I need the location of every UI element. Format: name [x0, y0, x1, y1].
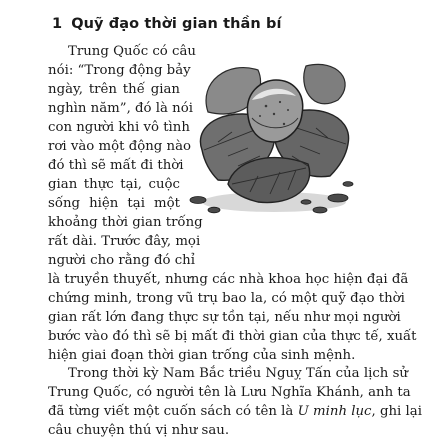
para1-line-8: gian thực tại, cuộc — [48, 177, 180, 192]
para1-line-17: hiện giai đoạn thời gian trống của sinh mệnh. — [48, 348, 356, 363]
para1-line-1: Trung Quốc có câu — [68, 44, 196, 59]
para1-line-2: nói: “Trong động bảy — [48, 63, 191, 78]
leaf-back-right — [304, 64, 345, 103]
section-number: 1 — [52, 16, 63, 32]
para1-line-10: khoảng thời gian trống — [48, 215, 203, 230]
para1-line-3: ngày, trên thế gian — [48, 82, 180, 97]
para1-line-12: người cho rằng đó chỉ — [48, 253, 195, 268]
para2-line-4: câu chuyện thú vị như sau. — [48, 423, 230, 438]
para1-line-6: rơi vào một động nào — [48, 139, 192, 154]
para1-line-4: nghìn năm”, đó là nói — [48, 101, 194, 116]
book-title: U minh lục — [297, 404, 372, 419]
stone-on-leaves-illustration — [188, 52, 356, 222]
para2-line-3: đã từng viết một cuốn sách có tên là U minh lục, ghi lại — [48, 404, 422, 419]
para1-line-15: gian rất lớn đang thực sự tồn tại, nếu như mọi người — [48, 310, 401, 325]
section-title: Quỹ đạo thời gian thần bí — [71, 16, 282, 32]
para2-line-1: Trong thời kỳ Nam Bắc triều Nguỵ Tấn của lịch sử — [68, 366, 408, 381]
para1-line-13: là truyền thuyết, nhưng các nhà khoa học hiện đại đã — [48, 272, 409, 287]
para1-line-11: rất dài. Trước đây, mọi — [48, 234, 201, 249]
para1-line-14: chứng minh, trong vũ trụ bao la, có một quỹ đạo thời — [48, 291, 405, 306]
para1-line-7: đó thì sẽ mất đi thời — [48, 158, 184, 173]
para2-line-2: Trung Quốc, có người tên là Lưu Nghĩa Khánh, anh ta — [48, 385, 411, 400]
para1-line-16: bước vào đó thì sẽ bị mất đi thời gian của thực tế, xuất — [48, 329, 417, 344]
para1-line-5: con người khi vô tình — [48, 120, 190, 135]
section-heading — [52, 16, 282, 32]
para1-line-9: sống hiện tại một — [48, 196, 180, 211]
